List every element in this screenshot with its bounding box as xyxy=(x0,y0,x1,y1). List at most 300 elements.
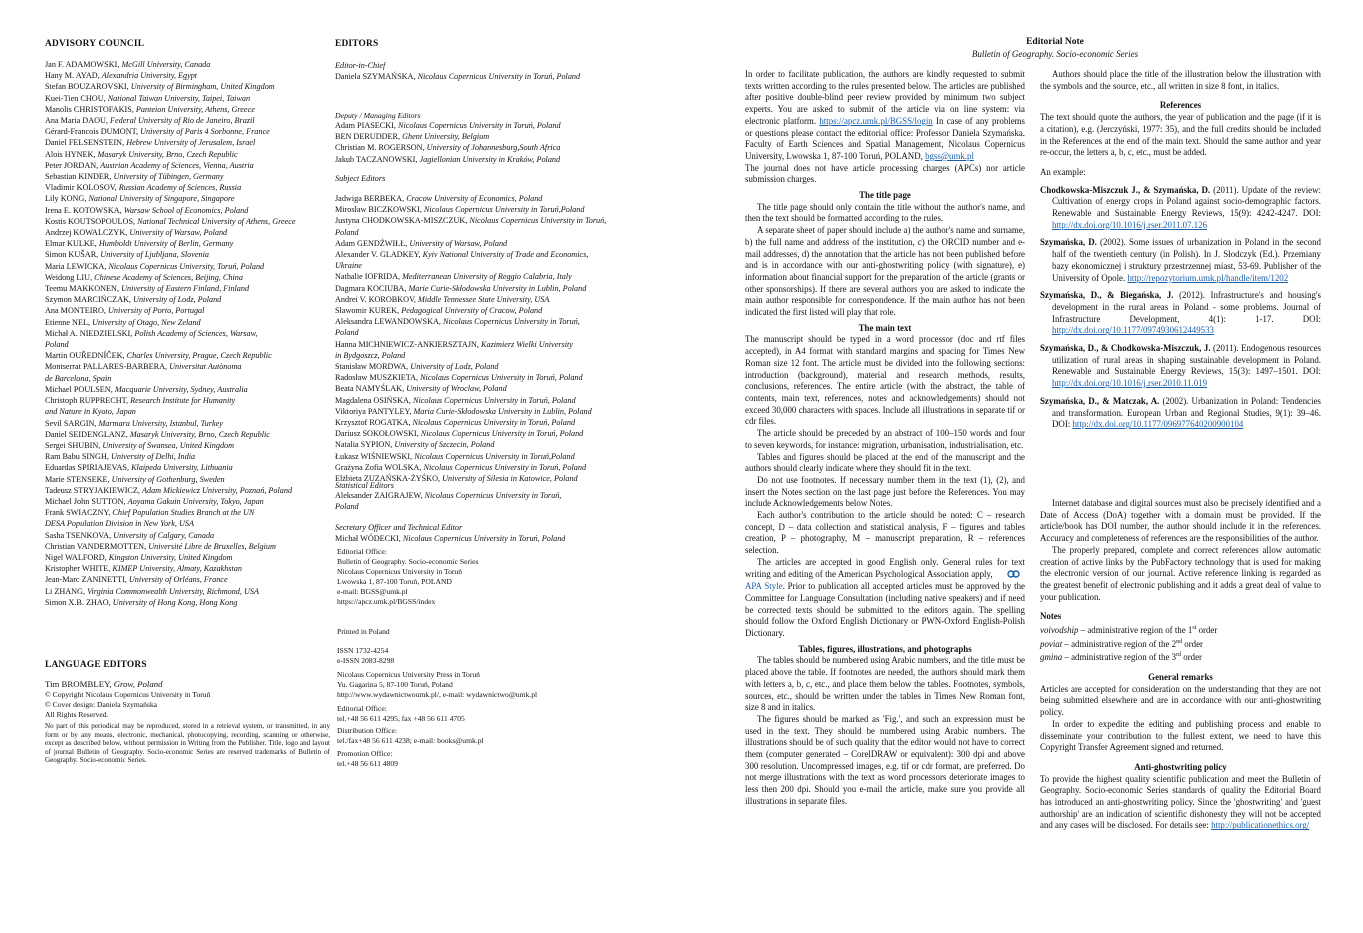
person-name: Aleksandra LEWANDOWSKA, xyxy=(335,317,441,327)
editor-aff: Grow, Poland xyxy=(113,679,163,689)
subject-editor xyxy=(335,327,665,338)
person-name: Nathalie IOFRIDA, xyxy=(335,272,401,282)
chief-label: Editor-in-Chief xyxy=(335,61,386,70)
person-affiliation: University of Delhi, India xyxy=(110,452,196,462)
office2-block xyxy=(337,704,465,724)
person-affiliation: University of Swansea, United Kingdom xyxy=(102,440,235,450)
person-name: Sławomir KUREK, xyxy=(335,306,400,316)
person-name: Ana Maria DAOU, xyxy=(45,116,108,126)
person-name: Etienne NEL, xyxy=(45,317,91,327)
office-line: Lwowska 1, 87-100 Toruń, POLAND xyxy=(337,576,452,586)
person-affiliation: Pedagogical University of Cracow, Poland xyxy=(401,306,543,316)
figures-paragraph: The figures should be marked as 'Fig.', and such an expression must be used in the text. They should be numbered using Arabic numbers. The illustrations should be of such quality that the editor would not have to correct them (computer generated – CorelDRAW or equivalent): 300 dpi and above 300 resolution. Uncompressed images, e.g. tif or cdr format, are preferred. Do not merge illustrations with the text as word processors deteriorate images to less then 200 dpi. Should you e-mail the article, make sure you provide all illustrations in separate files. xyxy=(745,713,1025,806)
person-affiliation: Aoyama Gakuin University, Tokyo, Japan xyxy=(127,496,264,506)
person-name: Manolis CHRISTOFAKIS, xyxy=(45,104,134,114)
person-affiliation: Chief Population Studies Branch at the UN xyxy=(112,508,255,518)
chief-aff: Nicolaus Copernicus University in Toruń, Poland xyxy=(417,72,581,81)
reference-doi-link[interactable]: http://dx.doi.org/10.1016/j.rser.2010.11.019 xyxy=(1052,378,1208,389)
english-paragraph xyxy=(745,557,1025,640)
press-line: Nicolaus Copernicus University Press in Toruń xyxy=(337,670,480,679)
office-line: https://apcz.umk.pl/BGSS/index xyxy=(337,596,436,606)
secretary xyxy=(335,533,565,544)
person-affiliation: University of Otago, New Zeland xyxy=(92,317,201,327)
note-term: gmina xyxy=(1040,652,1063,663)
title-page-heading: The title page xyxy=(859,190,911,201)
person-affiliation: National Taiwan University, Taipei, Taiwan xyxy=(107,93,251,103)
note-term: voivodship xyxy=(1040,625,1079,635)
tfi-heading: Tables, figures, illustrations, and photographs xyxy=(798,643,972,654)
person-name: Dagmara KOCIUBA, xyxy=(335,283,407,293)
person-name: Simon X.B. ZHAO, xyxy=(45,597,111,607)
chief-editor xyxy=(335,71,580,82)
person-affiliation: Nicolaus Copernicus University in Toruń, xyxy=(424,491,562,500)
subject-editor xyxy=(335,339,665,350)
issn-line: e-ISSN 2083-8298 xyxy=(337,655,395,665)
advisory-member xyxy=(45,305,330,316)
person-name: Martin OUŘEDNÍČEK, xyxy=(45,351,125,361)
reference-list xyxy=(1040,185,1321,431)
notes-heading: Notes xyxy=(1040,611,1062,622)
person-name: Michael John SUTTON, xyxy=(45,496,126,506)
references-heading: References xyxy=(1159,100,1202,111)
deputy-editor xyxy=(335,131,665,142)
apa-style-label[interactable]: APA Style xyxy=(745,581,783,592)
general-remarks-1: Articles are accepted for consideration on the understanding that they are not being submitted elsewhere and are in accordance with our anti-ghostwriting policy. xyxy=(1040,683,1321,718)
general-remarks-2: In order to expedite the editing and publishing process and enable to disseminate your contribution to the fullest extent, we need to have this Copyright Transfer Agreement signed and returned. xyxy=(1040,718,1321,753)
person-affiliation: Middle Tennessee State University, USA xyxy=(418,294,550,304)
reference-entry xyxy=(1040,237,1321,284)
person-name: Jadwiga BERBEKA, xyxy=(335,194,405,203)
person-affiliation: University of Lodz, Poland xyxy=(410,362,499,372)
person-name: Irena E. KOTOWSKA, xyxy=(45,205,122,215)
intro-contact: In case of any problems or questions please contact the editorial office: Professor Daniela Szymańska. Faculty of Earth Sciences and Spatial Management, Nicolaus Copernicus University, Lwowska 1, 87-100 Toruń, POLAND, xyxy=(745,115,1026,161)
reproduction-notice: No part of this periodical may be reproduced, stored in a retrieval system, or transmitted, in any form or by any means, electronic, mechanical, photocopying, recording, scanning or otherwise, except as described below, without permission in Writing from the Publisher. Title, logo and layout of journal Bulletin of Geography. Socio-economic Series are reserved trademarks of Bulletin of Geography. Socio-economic Series. xyxy=(45,721,330,765)
note-entry xyxy=(1040,637,1321,651)
person-name: Hanna MICHNIEWICZ-ANKIERSZTAJN, xyxy=(335,339,479,349)
proper-references-paragraph: The properly prepared, complete and correct references allow automatic creation of active links by the PubFactory technology that is used for making the electronic version of our journal. Active reference linking is regarded as the greatest benefit of electronic publishing and it adds a great deal of value to your publication. xyxy=(1040,544,1321,602)
person-name: Radosław MUSZKIETA, xyxy=(335,373,419,383)
person-affiliation: University of Hong Kong, Hong Kong xyxy=(112,597,238,607)
person-affiliation: and Nature in Kyoto, Japan xyxy=(45,407,136,417)
person-affiliation: Warsaw School of Economics, Poland xyxy=(123,205,249,215)
advisory-member xyxy=(45,205,330,216)
advisory-member xyxy=(45,59,330,70)
person-affiliation: Poland xyxy=(45,340,69,350)
subject-editor xyxy=(335,215,665,226)
person-affiliation: Kazimierz Wielki University xyxy=(481,339,573,349)
person-name: Simon KUŠAR, xyxy=(45,250,99,260)
person-name: Alexander V. GLADKEY, xyxy=(335,250,421,260)
advisory-member xyxy=(45,373,330,384)
promotion-block xyxy=(337,749,398,769)
person-affiliation: Marmara University, Istanbul, Turkey xyxy=(98,418,223,428)
reference-entry xyxy=(1040,185,1321,232)
person-name: Lily KONG, xyxy=(45,194,87,204)
advisory-member xyxy=(45,171,330,182)
person-name: Beata NAMYŚLAK, xyxy=(335,384,405,394)
person-name: Magdalena OSIŃSKA, xyxy=(335,395,411,405)
person-affiliation: Masaryk University, Brno, Czech Republic xyxy=(129,429,270,439)
person-name: Ram Babu SINGH, xyxy=(45,452,109,462)
secretary-label: Secretary Officer and Technical Editor xyxy=(335,523,463,532)
person-affiliation: Nicolaus Copernicus University in Toruń, Poland xyxy=(398,121,561,130)
person-name: Kristopher WHITE, xyxy=(45,564,111,574)
person-name: Eduardas SPIRIAJEVAS, xyxy=(45,463,130,473)
reference-doi-link[interactable]: http://dx.doi.org/10.1177/0974930612449533 xyxy=(1052,325,1214,336)
person-affiliation: University of Silesia in Katowice, Poland xyxy=(442,474,578,484)
person-name: Justyna CHODKOWSKA-MISZCZUK, xyxy=(335,216,468,226)
distribution-contact: tel./fax+48 56 611 4238; e-mail: books@umk.pl xyxy=(337,735,484,745)
advisory-member xyxy=(45,350,330,361)
office-line: Editorial Office: xyxy=(337,547,387,556)
advisory-member xyxy=(45,149,330,160)
advisory-member xyxy=(45,440,330,451)
anti-ghostwriting-heading: Anti-ghostwriting policy xyxy=(1134,761,1227,772)
person-affiliation: Chinese Academy of Sciences, Beijing, China xyxy=(94,272,243,282)
person-name: Stefan BOUZAROVSKI, xyxy=(45,82,129,92)
person-name: Nigel WALFORD, xyxy=(45,552,107,562)
person-affiliation: Austrian Academy of Sciences, Vienna, Austria xyxy=(100,160,254,170)
subject-editor xyxy=(335,350,665,361)
anti-ghostwriting-paragraph xyxy=(1040,774,1321,833)
advisory-member xyxy=(45,395,330,406)
cover-line: © Cover design: Daniela Szymańska xyxy=(45,700,158,710)
publication-ethics-link[interactable]: http://publicationethics.org/ xyxy=(1211,820,1310,831)
person-name: Natalia SYPION, xyxy=(335,440,393,450)
subject-editor xyxy=(335,204,665,215)
person-name: Adam GENDŹWIŁŁ, xyxy=(335,238,408,248)
language-editor-line xyxy=(45,679,330,690)
subject-editor xyxy=(335,451,665,462)
person-affiliation: KIMEP University, Almaty, Kazakhstan xyxy=(112,564,242,574)
person-name: Li ZHANG, xyxy=(45,586,86,596)
person-affiliation: University of Wroclaw, Poland xyxy=(406,384,507,394)
office-block xyxy=(337,547,657,606)
person-affiliation: Alexandria University, Egypt xyxy=(101,71,198,81)
deputy-editor xyxy=(335,120,665,131)
person-affiliation: Nicolaus Copernicus University in Toruń, xyxy=(443,317,580,327)
person-name: Grażyna Zofia WOLSKA, xyxy=(335,462,422,472)
person-affiliation: Kyiv National University of Trade and Economics, xyxy=(422,250,589,260)
press-line: http://www.wydawnictwoumk.pl/, e-mail: wydawnictwo@umk.pl xyxy=(337,689,538,699)
person-affiliation: Polish Academy of Sciences, Warsaw, xyxy=(134,328,258,338)
person-name: BEN DERUDDER, xyxy=(335,132,401,142)
advisory-member xyxy=(45,507,330,518)
advisory-member xyxy=(45,193,330,204)
person-name: Elżbieta ZUZAŃSKA-ŻYŚKO, xyxy=(335,474,441,484)
advisory-member xyxy=(45,552,330,563)
advisory-member xyxy=(45,317,330,328)
person-name: Jean-Marc ZANINETTI, xyxy=(45,575,127,585)
statistical-editor xyxy=(335,501,665,512)
note-definition: – administrative region of the 2 xyxy=(1062,638,1177,649)
example-label: An example: xyxy=(1040,166,1086,177)
person-name: Dariusz SOKOŁOWSKI, xyxy=(335,429,419,439)
reference-text: (2011). Update of the review: Cultivation of energy crops in Poland against socio-demographic factors. Renewable and Sustainable Energy Reviews, 15(9): 4242-4247. DOI: xyxy=(1052,184,1321,219)
person-name: Kostis KOUTSOPOULOS, xyxy=(45,216,136,226)
promotion-label: Promotion Office: xyxy=(337,749,393,758)
advisory-member xyxy=(45,115,330,126)
advisory-member xyxy=(45,81,330,92)
office2-label: Editorial Office: xyxy=(337,704,387,713)
advisory-member xyxy=(45,451,330,462)
promotion-phone: tel.+48 56 611 4809 xyxy=(337,758,398,768)
person-name: Adam PIASECKI, xyxy=(335,121,396,130)
person-name: Daniel SEIDENGLANZ, xyxy=(45,429,128,439)
advisory-member xyxy=(45,249,330,260)
reference-doi-link[interactable]: http://repozytorium.umk.pl/handle/item/1202 xyxy=(1127,272,1289,283)
person-affiliation: University of Ljubljana, Slovenia xyxy=(100,250,209,260)
note-body xyxy=(745,69,1025,808)
person-affiliation: University of Warsaw, Poland xyxy=(129,228,228,238)
references-paragraph: The text should quote the authors, the year of publication and the page (if it is a citation), e.g. (Jerczyński, 1977: 35), and the full credits should be included in the References at the end of the main text. Should the same author and year re-occur, the letters a, b, c, etc., must be added. xyxy=(1040,112,1321,158)
editorial-note-title: Editorial Note xyxy=(1026,37,1084,47)
advisory-member xyxy=(45,238,330,249)
subject-editor xyxy=(335,305,665,316)
person-name: Jan F. ADAMOWSKI, xyxy=(45,60,120,69)
advisory-member xyxy=(45,384,330,395)
editorial-note-subtitle: Bulletin of Geography. Socio-economic Series xyxy=(971,48,1139,59)
person-affiliation: Hebrew University of Jerusalem, Israel xyxy=(126,138,256,148)
login-link[interactable]: https://apcz.umk.pl/BGSS/login xyxy=(819,115,933,126)
person-affiliation: Nicolaus Copernicus University in Toruń, Poland xyxy=(413,395,576,405)
note-ordinal: rd xyxy=(1176,652,1182,659)
note-entry xyxy=(1040,623,1321,637)
person-affiliation: University of Orléans, France xyxy=(128,575,228,585)
person-name: Andrei V. KOROBKOV, xyxy=(335,294,416,304)
reference-entry xyxy=(1040,343,1321,390)
person-name: Daniel FELSENSTEIN, xyxy=(45,138,125,148)
distribution-label: Distribution Office: xyxy=(337,726,397,735)
advisory-member xyxy=(45,474,330,485)
footnotes-paragraph: Do not use footnotes. If necessary number them in the text (1), (2), and insert the Notes section on the last page just before the References. You may include Acknowledgements below Notes. xyxy=(745,474,1025,509)
advisory-member xyxy=(45,70,330,81)
person-affiliation: McGill University, Canada xyxy=(121,60,211,69)
person-name: Aleksander ZAIGRAJEW, xyxy=(335,491,423,500)
deputy-list xyxy=(335,120,665,165)
person-affiliation: University of Tübingen, Germany xyxy=(113,172,224,182)
office-line: Bulletin of Geography. Socio-economic Series xyxy=(337,556,479,566)
person-affiliation: Nicolaus Copernicus University, Toruń, Poland xyxy=(108,261,265,271)
person-affiliation: Ghent University, Belgium xyxy=(402,132,490,142)
person-affiliation: University of Paris 4 Sorbonne, France xyxy=(140,127,270,137)
issn-block xyxy=(337,646,394,666)
secretary-name: Michał WÓDECKI, xyxy=(335,534,401,543)
person-affiliation: Virginia Commonwealth University, Richmond, USA xyxy=(87,586,259,596)
person-affiliation: Nicolaus Copernicus University in Toruń, Poland xyxy=(420,373,583,383)
deputy-label: Deputy / Managing Editors xyxy=(335,111,421,120)
person-name: Sebastian KINDER, xyxy=(45,172,112,182)
person-affiliation: Research Institute for Humanity xyxy=(130,396,236,406)
person-affiliation: Nicolaus Copernicus University in Toruń,Poland xyxy=(414,451,575,461)
person-affiliation: Maria Curie-Skłodowska University in Lublin, Poland xyxy=(413,406,592,416)
person-name: Sasha TSENKOVA, xyxy=(45,530,112,540)
person-affiliation: Poland xyxy=(335,328,359,338)
person-affiliation: Poland xyxy=(335,502,359,512)
reference-authors: Szymańska, D., & Biegańska, J. xyxy=(1040,290,1174,301)
person-name: Christian M. ROGERSON, xyxy=(335,143,425,153)
distribution-block xyxy=(337,726,484,746)
right-body-2 xyxy=(1040,498,1321,832)
subject-editor xyxy=(335,283,665,294)
person-name: Vladimir KOLOSOV, xyxy=(45,183,117,193)
advisory-member xyxy=(45,328,330,339)
person-name: Weidong LIU, xyxy=(45,272,93,282)
english-text-2: . Prior to publication all accepted articles must be approved by the Committee for Language Consultation (including native speakers) and if need be corrected texts should be submitted to the editors again. The spelling should follow the Oxford English Dictionary or PWN-Oxford English-Polish Dictionary. xyxy=(745,581,1025,639)
press-block xyxy=(337,670,657,700)
person-name: Krzysztof ROGATKA, xyxy=(335,418,411,428)
advisory-member xyxy=(45,126,330,137)
person-affiliation: Poland xyxy=(335,227,359,237)
reference-authors: Szymańska, D. xyxy=(1040,237,1097,248)
advisory-member xyxy=(45,93,330,104)
advisory-member xyxy=(45,586,330,597)
person-name: Mirosław BICZKOWSKI, xyxy=(335,205,422,215)
advisory-member xyxy=(45,485,330,496)
person-affiliation: University of Birmingham, United Kingdom xyxy=(130,82,275,92)
subject-editor xyxy=(335,383,665,394)
email-link[interactable]: bgss@umk.pl xyxy=(925,150,974,161)
person-name: Michael POULSEN, xyxy=(45,384,113,394)
title-page-paragraph: The title page should only contain the title without the author's name, and then the text should be formatted according to the rules. xyxy=(745,201,1025,224)
person-affiliation: Nicolaus Copernicus University in Toruń, Poland xyxy=(420,429,584,439)
illustration-title-paragraph: Authors should place the title of the illustration below the illustration with the symbols and the source, etc., all written in size 8 font, in italics. xyxy=(1040,69,1321,91)
person-name: Sergei SHUBIN, xyxy=(45,440,101,450)
subject-editor xyxy=(335,395,665,406)
person-affiliation: University of Gothenburg, Sweden xyxy=(111,474,225,484)
press-line: Yu. Gagarina 5, 87-100 Toruń, Poland xyxy=(337,679,453,689)
reference-authors: Chodkowska-Miszczuk J., & Szymańska, D. xyxy=(1040,184,1211,195)
person-name: Łukasz WIŚNIEWSKI, xyxy=(335,451,413,461)
advisory-member xyxy=(45,541,330,552)
language-editor xyxy=(45,679,330,765)
subject-list xyxy=(335,193,665,484)
subject-editor xyxy=(335,462,665,473)
person-name: Montserrat PALLARES-BARBERA, xyxy=(45,362,168,372)
person-name: Stanisław MORDWA, xyxy=(335,362,409,372)
advisory-member xyxy=(45,462,330,473)
notes-list xyxy=(1040,623,1321,664)
advisory-member xyxy=(45,104,330,115)
person-affiliation: de Barcelona, Spain xyxy=(45,373,112,383)
person-affiliation: University of Szczecin, Poland xyxy=(394,440,495,450)
person-affiliation: Universitat Autònoma xyxy=(169,362,242,372)
deputy-editor xyxy=(335,142,665,153)
person-name: Peter JORDAN, xyxy=(45,160,99,170)
manuscript-paragraph: The manuscript should be typed in a word processor (doc and rtf files accepted), in A4 format with standard margins and spacing for Times New Roman size 12 font. The article must be divided into the following sections: introduction (background), material and research methods, results, conclusions, references. The entire article (with the abstract, the table of contents, main text, references, notes and acknowledgements) should not exceed 30,000 characters with spaces. Include all illustrations in separate tif or cdr files. xyxy=(745,334,1025,427)
person-name: Szymon MARCIŃCZAK, xyxy=(45,295,131,305)
advisory-member xyxy=(45,160,330,171)
advisory-member xyxy=(45,518,330,529)
anti-ghostwriting-text: To provide the highest quality scientific publication and meet the Bulletin of Geography. Socio-economic Series standards of quality the Editorial Board has introduced an anti-ghostwriting policy. Since the 'ghostwriting' and 'guest authorship' are an indication of scientific dishonesty they will not be accepted and any cases will be disclosed. For details see: xyxy=(1040,773,1321,831)
reference-text: (2002). Some issues of urbanization in Poland in the second half of the twentieth century (in Polish). In J. Słodczyk (Ed.). Przemiany bazy ekonomicznej i struktury przestrzennej miast, 53-69. Publisher of the University of Opole. xyxy=(1052,237,1321,283)
person-affiliation: Nicolaus Copernicus University in Toruń, Poland xyxy=(423,462,587,472)
person-name: Maria LEWICKA, xyxy=(45,261,107,271)
language-heading: LANGUAGE EDITORS xyxy=(45,660,147,670)
note-term: poviat xyxy=(1040,638,1063,649)
reference-entry xyxy=(1040,290,1321,337)
advisory-member xyxy=(45,429,330,440)
person-affiliation: Université Libre de Bruxelles, Belgium xyxy=(148,541,276,551)
person-affiliation: Marie Curie-Skłodowska University in Lublin, Poland xyxy=(408,283,587,293)
person-name: Jakub TACZANOWSKI, xyxy=(335,154,418,164)
apa-style-icon xyxy=(995,570,1023,582)
stat-label: Statistical Editors xyxy=(335,481,394,490)
person-affiliation: National Technical University of Athens, Greece xyxy=(137,216,296,226)
person-affiliation: Ukraine xyxy=(335,261,362,271)
subject-editor xyxy=(335,260,665,271)
subject-editor xyxy=(335,316,665,327)
main-text-heading: The main text xyxy=(858,322,912,333)
advisory-heading: ADVISORY COUNCIL xyxy=(45,39,145,49)
person-name: Ana MONTEIRO, xyxy=(45,306,106,316)
person-affiliation: National University of Singapore, Singapore xyxy=(88,194,235,204)
person-name: Alois HYNEK, xyxy=(45,149,96,159)
person-name: Gérard-Francois DUMONT, xyxy=(45,127,139,137)
subject-label: Subject Editors xyxy=(335,174,386,183)
editor-name: Tim BROMBLEY, xyxy=(45,679,112,689)
person-affiliation: University of Porto, Portugal xyxy=(108,306,205,316)
person-affiliation: Cracow University of Economics, Poland xyxy=(406,194,543,203)
reference-entry xyxy=(1040,396,1321,431)
advisory-member xyxy=(45,272,330,283)
person-affiliation: Panteion University, Athens, Greece xyxy=(135,104,255,114)
subject-editor xyxy=(335,439,665,450)
office-line: e-mail: BGSS@umk.pl xyxy=(337,586,408,596)
person-name: Christian VANDERMOTTEN, xyxy=(45,541,147,551)
statistical-editor xyxy=(335,490,665,501)
stat-list xyxy=(335,490,665,512)
advisory-member xyxy=(45,137,330,148)
advisory-list xyxy=(45,59,330,608)
note-ordinal: st xyxy=(1192,625,1197,632)
advisory-member xyxy=(45,597,330,608)
secretary-aff: Nicolaus Copernicus University in Toruń, Poland xyxy=(402,534,566,543)
subject-editor xyxy=(335,417,665,428)
person-affiliation: University of Eastern Finland, Finland xyxy=(121,284,250,294)
office2-phone: tel.+48 56 611 4295, fax +48 56 611 4705 xyxy=(337,713,465,723)
reference-doi-link[interactable]: http://dx.doi.org/10.1016/j.rser.2011.07.126 xyxy=(1052,219,1208,230)
person-name: Michał A. NIEDZIELSKI, xyxy=(45,328,133,338)
person-affiliation: Federal University of Rio de Janeiro, Brazil xyxy=(110,116,255,126)
separate-sheet-paragraph: A separate sheet of paper should include a) the author's name and surname, b) the full name and address of the institution, c) the ORCID number and e-mail addresses, d) the annotation that the article has not been published before and is in accordance with our anti-ghostwriting policy (with signature), e) information about financial support for the preparation of the article (grants or other sponsorships). If there are several authors you are asked to indicate the main author responsible for correspondence. If the main author has not been indicated the first listed will play that role. xyxy=(745,225,1025,318)
advisory-member xyxy=(45,182,330,193)
advisory-member xyxy=(45,530,330,541)
reference-authors: Szymańska, D., & Chodkowska-Miszczuk, J. xyxy=(1040,343,1211,354)
person-affiliation: Nicolaus Copernicus University in Toruń,Poland xyxy=(423,205,585,215)
subject-editor xyxy=(335,294,665,305)
subject-editor xyxy=(335,227,665,238)
issn-line: ISSN 1732-4254 xyxy=(337,646,389,655)
abstract-paragraph: The article should be preceded by an abstract of 100–150 words and four to seven keywords, for instance: migration, urbanisation, industrialisation, etc. xyxy=(745,428,1025,450)
advisory-member xyxy=(45,339,330,350)
advisory-member xyxy=(45,361,330,372)
person-affiliation: Klaipeda University, Lithuania xyxy=(131,463,233,473)
note-ordinal: nd xyxy=(1176,638,1183,645)
person-affiliation: Masaryk University, Brno, Czech Republic xyxy=(97,149,238,159)
person-affiliation: Mediterranean University of Reggio Calabria, Italy xyxy=(402,272,572,282)
advisory-member xyxy=(45,574,330,585)
reference-doi-link[interactable]: http://dx.doi.org/10.1177/096977640200900104 xyxy=(1072,419,1244,430)
subject-editor xyxy=(335,428,665,439)
english-text: The articles are accepted in good English only. General rules for text writing and editing of the American Psychological Association apply, xyxy=(745,556,1025,579)
editors-heading: EDITORS xyxy=(335,39,379,49)
person-affiliation: Adam Mickiewicz University, Poznań, Poland xyxy=(141,485,293,495)
person-name: Andrzej KOWALCZYK, xyxy=(45,228,128,238)
advisory-member xyxy=(45,406,330,417)
right-body xyxy=(1040,69,1321,437)
person-affiliation: Nicolaus Copernicus University in Toruń, Poland xyxy=(412,418,576,428)
